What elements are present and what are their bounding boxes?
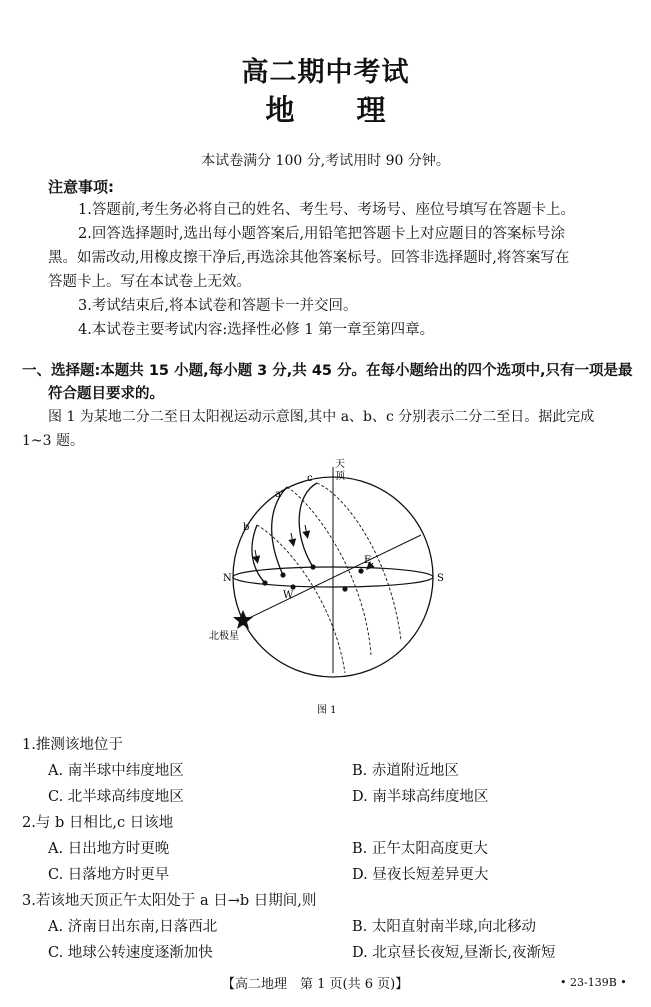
- notice-line: 答题卡上。写在本试卷上无效。: [48, 274, 251, 290]
- section-heading-cont: 符合题目要求的。: [48, 386, 164, 402]
- notice-line: 3.考试结束后,将本试卷和答题卡一并交回。: [78, 298, 358, 314]
- option[interactable]: B. 太阳直射南半球,向北移动: [352, 919, 536, 935]
- notice-heading: 注意事项:: [48, 178, 114, 196]
- polaris-label: 北极星: [209, 631, 239, 642]
- sun-path-diagram: [195, 455, 455, 720]
- option[interactable]: A. 南半球中纬度地区: [48, 763, 184, 779]
- path-c-front: [299, 483, 317, 567]
- page-footer: 【高二地理 第 1 页(共 6 页)】: [222, 977, 409, 992]
- path-c-back: [317, 483, 401, 640]
- label-E: E: [364, 555, 372, 566]
- notice-line: 黑。如需改动,用橡皮擦干净后,再选涂其他答案标号。回答非选择题时,将答案写在: [48, 250, 570, 266]
- option[interactable]: C. 北半球高纬度地区: [48, 789, 184, 805]
- label-N: N: [223, 573, 232, 584]
- section-heading: 一、选择题:本题共 15 小题,每小题 3 分,共 45 分。在每小题给出的四个选项中,只有一项是最: [22, 363, 633, 379]
- path-b-back: [257, 525, 345, 673]
- question-stem: 3.若该地天顶正午太阳处于 a 日→b 日期间,则: [22, 893, 317, 909]
- option[interactable]: C. 地球公转速度逐渐加快: [48, 945, 213, 961]
- option[interactable]: D. 北京昼长夜短,昼渐长,夜渐短: [352, 945, 556, 961]
- paper-code: • 23-139B •: [560, 976, 627, 989]
- path-b-front: [252, 525, 265, 583]
- zenith-label-bottom: 顶: [335, 471, 345, 482]
- label-c: c: [307, 473, 313, 484]
- subject-title: 地理: [265, 93, 448, 127]
- figure-intro-cont: 1~3 题。: [22, 433, 84, 449]
- exam-info: 本试卷满分 100 分,考试用时 90 分钟。: [201, 153, 450, 169]
- path-a-front: [272, 487, 287, 575]
- label-W: W: [283, 590, 294, 601]
- label-a: a: [275, 489, 281, 500]
- exam-title: 高二期中考试: [241, 57, 410, 88]
- label-b: b: [243, 522, 250, 533]
- option[interactable]: D. 昼夜长短差异更大: [352, 867, 489, 883]
- option[interactable]: A. 日出地方时更晚: [48, 841, 170, 857]
- notice-line: 1.答题前,考生务必将自己的姓名、考生号、考场号、座位号填写在答题卡上。: [78, 202, 575, 218]
- option[interactable]: C. 日落地方时更早: [48, 867, 170, 883]
- figure-intro: 图 1 为某地二分二至日太阳视运动示意图,其中 a、b、c 分别表示二分二至日。据此完成: [48, 409, 595, 425]
- question-stem: 1.推测该地位于: [22, 737, 123, 753]
- question-stem: 2.与 b 日相比,c 日该地: [22, 815, 174, 831]
- option[interactable]: B. 赤道附近地区: [352, 763, 459, 779]
- notice-line: 4.本试卷主要考试内容:选择性必修 1 第一章至第四章。: [78, 322, 435, 338]
- option[interactable]: B. 正午太阳高度更大: [352, 841, 488, 857]
- notice-line: 2.回答选择题时,选出每小题答案后,用铅笔把答题卡上对应题目的答案标号涂: [78, 226, 566, 242]
- label-S: S: [437, 573, 444, 584]
- polaris-star-icon: [233, 610, 253, 629]
- figure-caption: 图 1: [317, 705, 337, 716]
- option[interactable]: A. 济南日出东南,日落西北: [48, 919, 218, 935]
- zenith-label-top: 天: [335, 459, 345, 470]
- option[interactable]: D. 南半球高纬度地区: [352, 789, 489, 805]
